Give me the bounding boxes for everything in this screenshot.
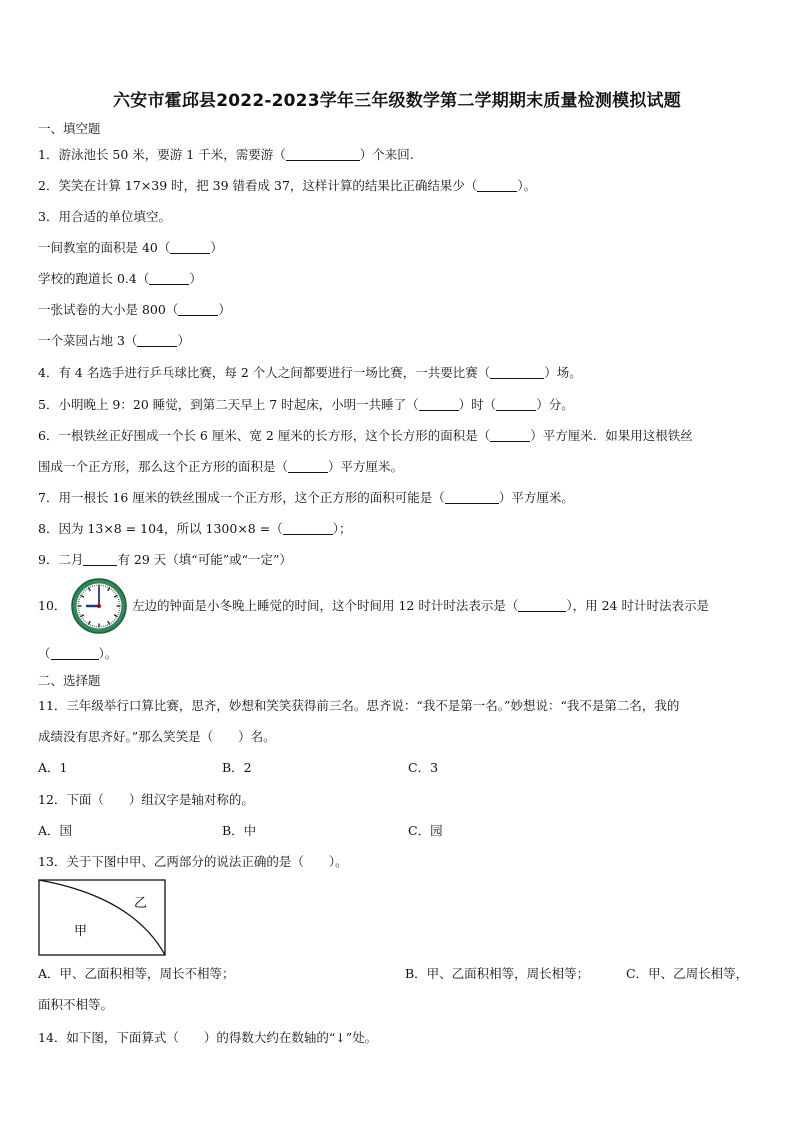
question-14: 14．如下图，下面算式（ ）的得数大约在数轴的“↓”处。 bbox=[38, 1030, 378, 1045]
q13-option-b[interactable]: B．甲、乙面积相等，周长相等； bbox=[405, 966, 590, 981]
q12-option-a[interactable]: A．国 bbox=[38, 823, 73, 838]
q10-text-end: ）。 bbox=[98, 646, 118, 661]
q13-option-c[interactable]: C．甲、乙周长相等， bbox=[626, 966, 749, 981]
q2-blank[interactable] bbox=[477, 179, 517, 192]
q5-blank-hours[interactable] bbox=[419, 398, 459, 411]
q12-option-b[interactable]: B．中 bbox=[222, 823, 257, 838]
section-heading-fill-blank: 一、填空题 bbox=[38, 121, 101, 136]
rectangle-curve-diagram bbox=[38, 879, 168, 957]
q7-text-end: ）平方厘米。 bbox=[498, 490, 574, 505]
question-2 bbox=[38, 178, 536, 194]
q13-figure bbox=[38, 879, 168, 957]
q3-item-1-end: ） bbox=[210, 240, 223, 255]
q10-text: 左边的钟面是小冬晚上睡觉的时间，这个时间用 12 时计时法表示是（ bbox=[132, 598, 519, 613]
q3-item-4 bbox=[38, 333, 190, 349]
question-11: 11．三年级举行口算比赛，思齐，妙想和笑笑获得前三名。思齐说：“我不是第一名。”妙想说：“我不是第二名，我的 bbox=[38, 698, 680, 713]
question-13: 13．关于下图中甲、乙两部分的说法正确的是（ ）。 bbox=[38, 854, 348, 869]
q3-item-2-text: 学校的跑道长 0.4（ bbox=[38, 271, 150, 286]
q6-text-line2: 围成一个正方形，那么这个正方形的面积是（ bbox=[38, 459, 289, 474]
question-7 bbox=[38, 490, 574, 506]
q6-text-mid: ）平方厘米．如果用这根铁丝 bbox=[530, 428, 693, 443]
q3-item-1-text: 一间教室的面积是 40（ bbox=[38, 240, 171, 255]
question-1 bbox=[38, 147, 414, 163]
q3-item-2-end: ） bbox=[189, 271, 202, 286]
q13-option-a[interactable]: A．甲、乙面积相等，周长不相等； bbox=[38, 966, 235, 981]
q3-item-1 bbox=[38, 240, 223, 256]
region-jia-label: 甲 bbox=[74, 924, 88, 939]
q8-text: 8．因为 13×8 = 104，所以 1300×8 =（ bbox=[38, 521, 283, 536]
question-10-cont bbox=[38, 646, 117, 662]
q5-blank-minutes[interactable] bbox=[496, 398, 536, 411]
q6-blank-square-area[interactable] bbox=[288, 460, 328, 473]
q3-item-3 bbox=[38, 302, 231, 318]
q3-item-3-text: 一张试卷的大小是 800（ bbox=[38, 302, 179, 317]
clock-figure bbox=[68, 578, 130, 634]
q2-text-end: ）。 bbox=[517, 178, 537, 193]
q3-item-2-blank[interactable] bbox=[149, 272, 189, 285]
q10-text-mid: ），用 24 时计时法表示是 bbox=[566, 598, 709, 613]
question-11-cont: 成绩没有思齐好。”那么笑笑是（ ）名。 bbox=[38, 729, 276, 744]
q9-blank[interactable] bbox=[83, 553, 117, 566]
q3-item-3-end: ） bbox=[218, 302, 231, 317]
q4-text: 4．有 4 名选手进行乒乓球比赛，每 2 个人之间都要进行一场比赛，一共要比赛（ bbox=[38, 365, 491, 380]
q3-item-4-end: ） bbox=[177, 333, 190, 348]
q11-option-c[interactable]: C．3 bbox=[408, 760, 439, 775]
q1-text-end: ）个来回. bbox=[359, 147, 414, 162]
q10-text-line2: （ bbox=[38, 646, 51, 661]
q2-text: 2．笑笑在计算 17×39 时，把 39 错看成 37，这样计算的结果比正确结果少（ bbox=[38, 178, 478, 193]
question-12: 12．下面（ ）组汉字是轴对称的。 bbox=[38, 792, 254, 807]
region-yi-label: 乙 bbox=[134, 896, 148, 911]
q9-text: 9．二月 bbox=[38, 552, 84, 567]
q8-blank[interactable] bbox=[283, 522, 333, 535]
question-4 bbox=[38, 365, 582, 381]
q7-blank[interactable] bbox=[445, 491, 499, 504]
q7-text: 7．用一根长 16 厘米的铁丝围成一个正方形，这个正方形的面积可能是（ bbox=[38, 490, 445, 505]
q5-text-mid: ）时（ bbox=[458, 397, 497, 412]
q4-blank[interactable] bbox=[490, 366, 544, 379]
question-6-cont bbox=[38, 459, 403, 475]
q5-text: 5．小明晚上 9：20 睡觉，到第二天早上 7 时起床，小明一共睡了（ bbox=[38, 397, 419, 412]
q3-item-3-blank[interactable] bbox=[178, 303, 218, 316]
q10-blank-12h[interactable] bbox=[518, 599, 566, 612]
question-8 bbox=[38, 521, 351, 537]
section-heading-multiple-choice: 二、选择题 bbox=[38, 673, 101, 688]
q3-item-4-text: 一个菜园占地 3（ bbox=[38, 333, 138, 348]
question-9 bbox=[38, 552, 292, 568]
page-title: 六安市霍邱县2022-2023学年三年级数学第二学期期末质量检测模拟试题 bbox=[113, 91, 681, 111]
question-5 bbox=[38, 397, 574, 413]
q10-blank-24h[interactable] bbox=[51, 647, 99, 660]
question-3: 3．用合适的单位填空。 bbox=[38, 209, 171, 224]
q6-blank-rect-area[interactable] bbox=[490, 429, 530, 442]
q11-option-b[interactable]: B．2 bbox=[222, 760, 252, 775]
q5-text-end: ）分。 bbox=[536, 397, 574, 412]
q1-text: 1．游泳池长 50 米，要游 1 千米，需要游（ bbox=[38, 147, 286, 162]
q8-text-end: ）； bbox=[332, 521, 352, 536]
q4-text-end: ）场。 bbox=[544, 365, 582, 380]
q3-item-4-blank[interactable] bbox=[137, 334, 177, 347]
q13-option-c-cont: 面积不相等。 bbox=[38, 997, 114, 1012]
q6-text: 6．一根铁丝正好围成一个长 6 厘米、宽 2 厘米的长方形，这个长方形的面积是（ bbox=[38, 428, 491, 443]
clock-icon bbox=[68, 578, 130, 634]
q1-blank[interactable] bbox=[286, 148, 360, 161]
q3-item-1-blank[interactable] bbox=[170, 241, 210, 254]
question-10-number: 10． bbox=[38, 598, 67, 613]
q12-option-c[interactable]: C．园 bbox=[408, 823, 443, 838]
q3-item-2 bbox=[38, 271, 202, 287]
q6-text-end: ）平方厘米。 bbox=[328, 459, 404, 474]
q11-option-a[interactable]: A．1 bbox=[38, 760, 68, 775]
question-6 bbox=[38, 428, 693, 444]
question-10 bbox=[132, 598, 709, 614]
q9-text-end: 有 29 天（填“可能”或“一定”） bbox=[117, 552, 292, 567]
